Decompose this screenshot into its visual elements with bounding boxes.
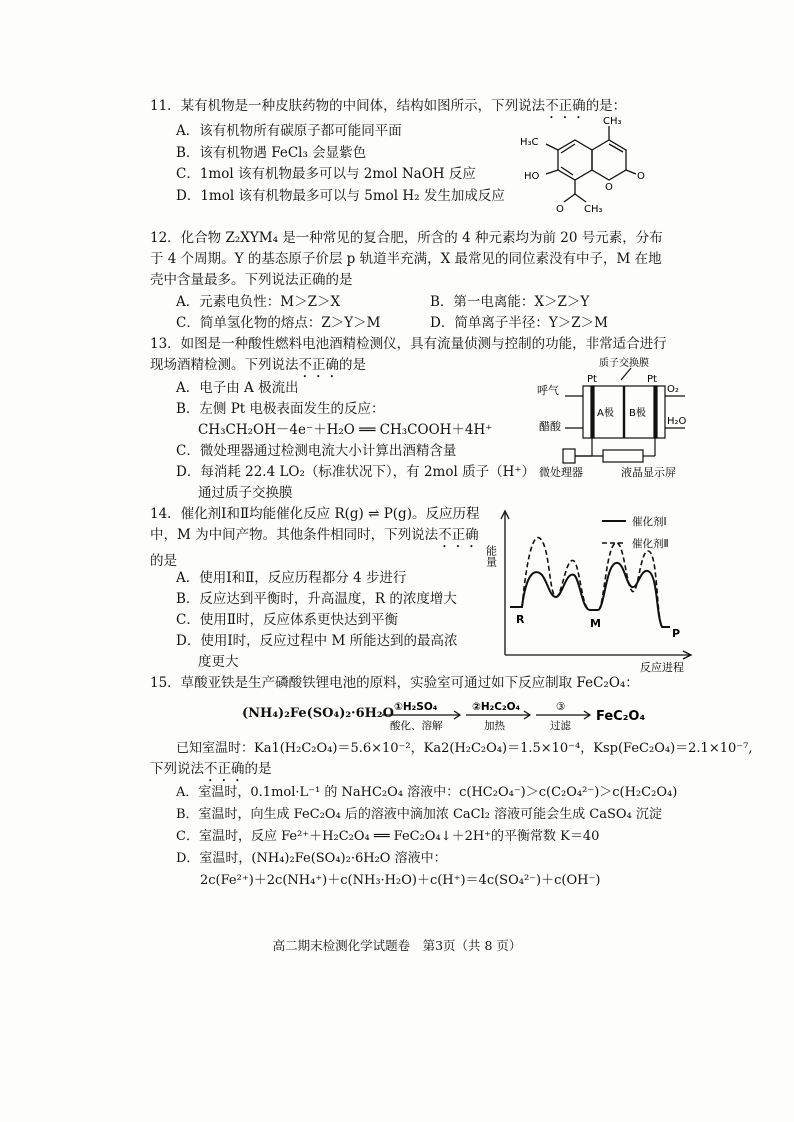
- reaction-product: FeC₂O₄: [596, 709, 646, 724]
- q15-ask: 下列说法不正确的是: [150, 761, 272, 777]
- q15-known-constants: 已知室温时：Ka1(H₂C₂O₄)＝5.6×10⁻²，Ka2(H₂C₂O₄)＝1.5×10⁻⁴，Ksp(FeC₂O₄)＝2.1×10⁻⁷,: [176, 741, 753, 756]
- ho-label: HO: [524, 171, 540, 182]
- q13-option-d: D．每消耗 22.4 LO₂（标准状况下），有 2mol 质子（H⁺）: [176, 464, 535, 480]
- pt-left-label: Pt: [587, 374, 597, 385]
- h3c-label: H₃C: [520, 137, 539, 148]
- pt-right-label: Pt: [647, 374, 657, 385]
- page-footer: 高二期末检测化学试题卷 第3页（共 8 页）: [272, 938, 522, 953]
- q14-stem: 14．催化剂Ⅰ和Ⅱ均能催化反应 R(g) ⇌ P(g)。反应历程中，M 为中间产物。其他条件相同时，下列说法不正确的是: [150, 506, 480, 569]
- q12-option-c: C．简单氢化物的熔点：Z＞Y＞M: [176, 315, 381, 331]
- x-axis-label: 反应进程: [640, 661, 684, 674]
- legend-catalyst-1: 催化剂Ⅰ: [632, 516, 667, 528]
- h2o-label: H₂O: [667, 416, 687, 427]
- q13-option-a: A．电子由 A 极流出: [176, 380, 299, 396]
- q13-option-c: C．微处理器通过检测电流大小计算出酒精含量: [176, 443, 457, 459]
- ch3-bottom-label: CH₃: [584, 204, 603, 215]
- step2-top: ②H₂C₂O₄: [472, 701, 521, 713]
- q14-option-b: B．反应达到平衡时，升高温度，R 的浓度增大: [176, 591, 457, 607]
- b-pole-label: B极: [629, 408, 646, 419]
- a-pole-label: A极: [597, 408, 614, 419]
- q15-stem: 15．草酸亚铁是生产磷酸铁锂电池的原料，实验室可通过如下反应制取 FeC₂O₄：: [150, 675, 639, 691]
- ring-o-label: O: [605, 182, 613, 193]
- legend-catalyst-2: 催化剂Ⅱ: [632, 538, 669, 550]
- series-catalyst-2-line: [522, 538, 662, 627]
- ch3-top-label: CH₃: [603, 116, 622, 127]
- q11-option-d: D．1mol 该有机物最多可以与 5mol H₂ 发生加成反应: [176, 188, 505, 204]
- q13-option-b-equation: CH₃CH₂OH－4e⁻＋H₂O ══ CH₃COOH＋4H⁺: [198, 422, 493, 438]
- y-axis-label: 能量: [484, 545, 498, 567]
- breath-label: 呼气: [537, 384, 559, 397]
- q13-option-b: B．左侧 Pt 电极表面发生的反应：: [176, 401, 385, 417]
- q12-stem: 12．化合物 Z₂XYM₄ 是一种常见的复合肥，所含的 4 种元素均为前 20 号元素，分布于 4 个周期。Y 的基态原子价层 p 轨道半充满，X 最常见的同位素没有中子，M 在地壳中含量最多。下列说法正确的是: [150, 230, 663, 288]
- point-label-r: R: [516, 613, 525, 626]
- keto-o-label: O: [556, 204, 564, 215]
- q12-option-d: D．简单离子半径：Y＞Z＞M: [430, 315, 608, 331]
- q14-option-d: D．使用Ⅰ时，反应过程中 M 所能达到的最高浓: [176, 633, 458, 649]
- step3-top: ③: [556, 701, 566, 713]
- q14-energy-chart: [484, 505, 700, 675]
- q11-option-b: B．该有机物遇 FeCl₃ 会显紫色: [176, 145, 367, 161]
- q14-option-a: A．使用Ⅰ和Ⅱ，反应历程都分 4 步进行: [176, 570, 407, 586]
- q13-option-d-cont: 通过质子交换膜: [198, 485, 293, 501]
- q13-stem: 13．如图是一种酸性燃料电池酒精检测仪，具有流量侦测与控制的功能，非常适合进行现场酒精检测。下列说法不正确的是: [150, 336, 667, 373]
- lcd-label: 液晶显示屏: [621, 466, 676, 479]
- q15-reaction-arrows: [380, 696, 680, 736]
- q11-option-c: C．1mol 该有机物最多可以与 2mol NaOH 反应: [176, 166, 476, 182]
- q12-option-b: B．第一电离能：X＞Z＞Y: [430, 294, 590, 310]
- reaction-reactant: (NH₄)₂Fe(SO₄)₂·6H₂O: [242, 706, 394, 721]
- q11-option-a: A．该有机物所有碳原子都可能同平面: [176, 123, 402, 139]
- q14-option-d-cont: 度更大: [198, 654, 239, 670]
- q11-stem: 11．某有机物是一种皮肤药物的中间体，结构如图所示，下列说法不正确的是：: [150, 98, 627, 114]
- q15-option-d: D．室温时，(NH₄)₂Fe(SO₄)₂·6H₂O 溶液中：: [176, 851, 447, 866]
- membrane-label: 质子交换膜: [599, 358, 649, 369]
- step2-bottom: 加热: [484, 720, 505, 732]
- o2-label: O₂: [667, 384, 679, 395]
- q15-option-c: C．室温时，反应 Fe²⁺＋H₂C₂O₄ ══ FeC₂O₄↓＋2H⁺的平衡常数 K＝40: [176, 829, 600, 844]
- q13-fuel-cell-figure: [535, 358, 695, 479]
- q15-option-a: A．室温时，0.1mol·L⁻¹ 的 NaHC₂O₄ 溶液中：c(HC₂O₄⁻)＞c(C₂O₄²⁻)＞c(H₂C₂O₄): [176, 785, 678, 800]
- acetic-acid-label: 醋酸: [539, 420, 561, 433]
- q15-option-d-equation: 2c(Fe²⁺)＋2c(NH₄⁺)＋c(NH₃·H₂O)＋c(H⁺)＝4c(SO₄²⁻)＋c(OH⁻): [200, 873, 601, 888]
- step1-top: ①H₂SO₄: [394, 701, 438, 713]
- step1-bottom: 酸化、溶解: [390, 720, 443, 732]
- point-label-p: P: [672, 627, 681, 640]
- q15-reaction-scheme: [242, 706, 394, 721]
- carbonyl-o-label: O: [637, 171, 645, 182]
- step3-bottom: 过滤: [550, 720, 571, 732]
- q14-option-c: C．使用Ⅱ时，反应体系更快达到平衡: [176, 612, 399, 628]
- point-label-m: M: [590, 617, 601, 630]
- q12-option-a: A．元素电负性：M＞Z＞X: [176, 294, 341, 310]
- processor-label: 微处理器: [539, 466, 583, 479]
- q15-option-b: B．室温时，向生成 FeC₂O₄ 后的溶液中滴加浓 CaCl₂ 溶液可能会生成 CaSO₄ 沉淀: [176, 807, 662, 822]
- q11-structure-figure: [520, 112, 660, 216]
